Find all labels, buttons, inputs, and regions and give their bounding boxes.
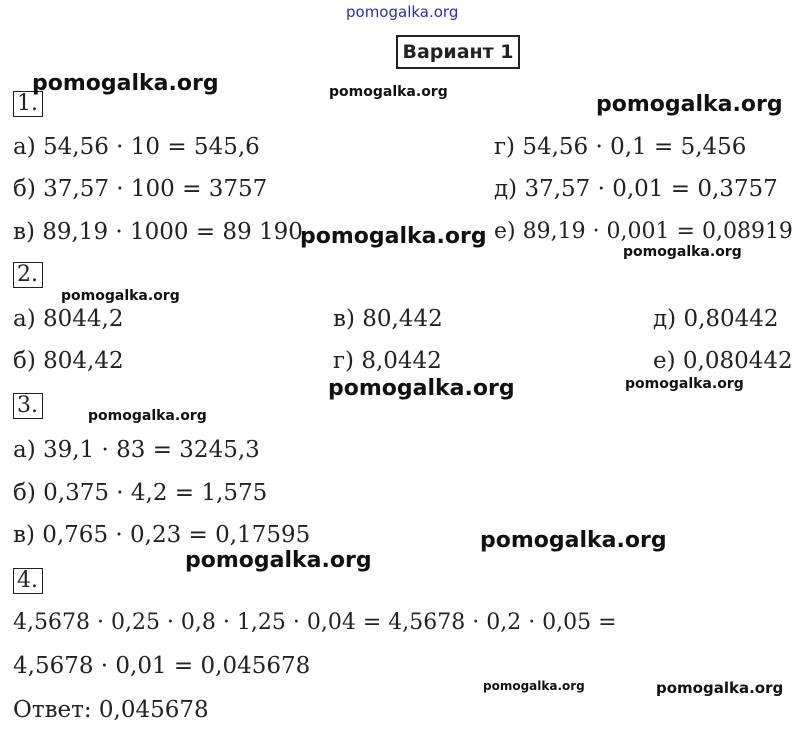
watermark: pomogalka.org [483, 679, 585, 693]
task-4-line-2: 4,5678 · 0,01 = 0,045678 [13, 653, 311, 679]
watermark: pomogalka.org [625, 376, 744, 392]
watermark: pomogalka.org [329, 84, 448, 100]
variant-title: Вариант 1 [396, 35, 520, 69]
task-3-line-b: б) 0,375 · 4,2 = 1,575 [13, 480, 268, 506]
task-2-line-a: а) 8044,2 [13, 306, 124, 332]
watermark: pomogalka.org [480, 528, 667, 553]
task-2-line-b: б) 804,42 [13, 348, 124, 374]
watermark: pomogalka.org [185, 548, 372, 573]
task-4-number: 4. [13, 568, 43, 594]
task-2-line-v: в) 80,442 [333, 306, 443, 332]
task-1-line-d: д) 37,57 · 0,01 = 0,3757 [494, 176, 778, 202]
task-4-line-1: 4,5678 · 0,25 · 0,8 · 1,25 · 0,04 = 4,5678 · 0,2 · 0,05 = [13, 610, 617, 635]
task-2-number: 2. [13, 262, 43, 288]
task-4-answer: Ответ: 0,045678 [13, 697, 209, 723]
task-3-line-v: в) 0,765 · 0,23 = 0,17595 [13, 522, 311, 548]
task-3-number: 3. [13, 393, 43, 419]
task-3-line-a: а) 39,1 · 83 = 3245,3 [13, 437, 260, 463]
watermark: pomogalka.org [88, 408, 207, 424]
watermark: pomogalka.org [623, 244, 742, 260]
task-1-line-g: г) 54,56 · 0,1 = 5,456 [494, 134, 747, 160]
task-2-line-g: г) 8,0442 [333, 348, 442, 374]
task-1-line-e: е) 89,19 · 0,001 = 0,08919 [494, 219, 793, 244]
task-2-line-e: е) 0,080442 [653, 348, 793, 374]
task-2-line-d: д) 0,80442 [653, 306, 779, 332]
watermark: pomogalka.org [596, 92, 783, 117]
watermark: pomogalka.org [328, 376, 515, 401]
watermark: pomogalka.org [32, 71, 219, 96]
task-1-line-a: а) 54,56 · 10 = 545,6 [13, 134, 260, 160]
task-1-line-b: б) 37,57 · 100 = 3757 [13, 176, 268, 202]
task-1-line-v: в) 89,19 · 1000 = 89 190 [13, 219, 303, 245]
watermark: pomogalka.org [656, 679, 784, 697]
task-1-number: 1. [13, 91, 43, 117]
watermark: pomogalka.org [300, 224, 487, 249]
site-header-watermark: pomogalka.org [346, 3, 459, 21]
watermark: pomogalka.org [61, 288, 180, 304]
